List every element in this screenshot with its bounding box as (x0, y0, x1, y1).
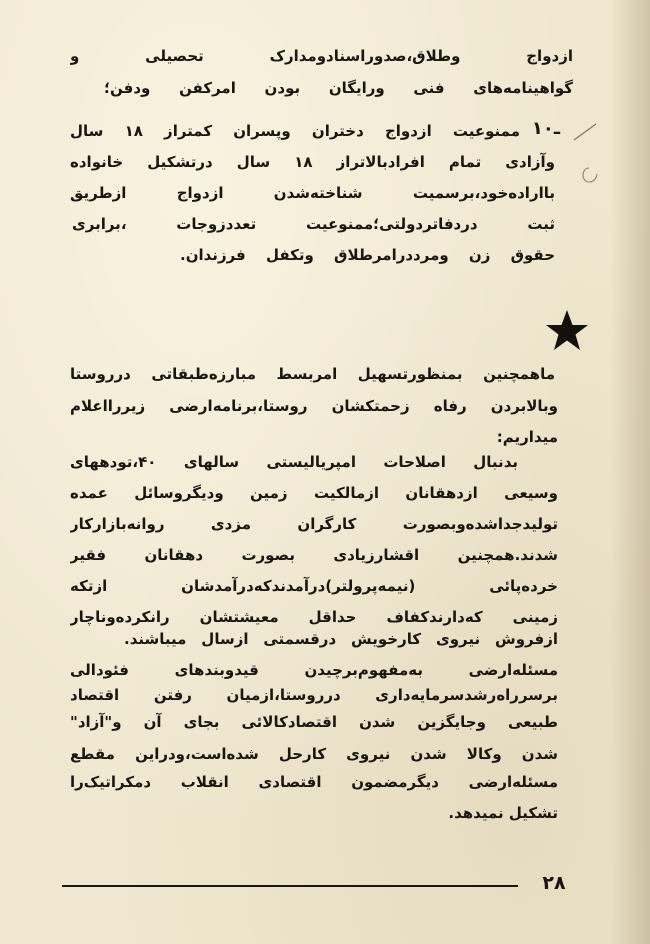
star-icon (544, 308, 590, 354)
page-number: ۲۸ (542, 872, 566, 894)
text-line-15: خرده‌پائی (نیمه‌پرولتر)درآمدندکه‌درآمدشان ازتکه (70, 577, 558, 595)
text-line-5: بااراده‌خود،برسمیت شناخته‌شدن ازدواج ازطریق (70, 184, 555, 202)
text-line-21: شدن وکالا شدن نیروی کارحل شده‌است،ودراین مقطع (70, 745, 558, 763)
text-line-22: مسئله‌ارضی دیگرمضمون اقتصادی انقلاب دمکراتیک‌را (70, 773, 558, 791)
text-line-10: میداریم: (496, 428, 558, 446)
text-line-17: ازفروش نیروی کارخویش درقسمتی ازسال میباشند. (124, 630, 558, 648)
footer-rule (62, 885, 518, 887)
text-line-12: وسیعی ازدهقانان ازمالکیت زمین ودیگروسائل عمده (70, 484, 558, 502)
pencil-circle-icon (575, 160, 605, 220)
text-line-18: مسئله‌ارضی به‌مفهوم‌برچیدن قیدوبندهای فئودالی (70, 661, 558, 679)
text-line-4: وآزادی تمام افرادبالاتراز ۱۸ سال درتشکیل خانواده (70, 153, 555, 171)
text-line-20: طبیعی وجایگزین شدن اقتصادکالائی بجای آن و"آزاد" (70, 713, 558, 731)
text-line-3: ممنوعیت ازدواج دختران وپسران کمتراز ۱۸ سال (70, 122, 520, 140)
list-item-number: ۱۰ـ (531, 118, 560, 139)
text-line-2: گواهینامه‌های فنی ورایگان بودن امرکفن ودفن؛ (104, 79, 573, 97)
text-line-16: زمینی که‌دارندکفاف حداقل معیشتشان رانکرده‌وناچار (70, 608, 558, 626)
text-line-13: تولیدجداشده‌وبصورت کارگران مزدی روانه‌بازارکار (70, 515, 558, 533)
text-line-1: ازدواج وطلاق،صدوراسنادومدارک تحصیلی و (70, 47, 573, 65)
text-line-7: حقوق زن ومرددرامرطلاق وتکفل فرزندان. (180, 246, 555, 264)
text-line-8: ماهمچنین بمنظورتسهیل امربسط مبارزه‌طبقاتی درروستا (70, 365, 555, 383)
text-line-14: شدند.همچنین اقشارزیادی بصورت دهقانان فقیر (70, 546, 558, 564)
text-line-23: تشکیل نمیدهد. (448, 804, 558, 822)
text-line-9: وبالابردن رفاه زحمتکشان روستا،برنامه‌ارضی زیررااعلام (70, 397, 558, 415)
text-line-11: بدنبال اصلاحات امپریالیستی سالهای ۴۰،تودههای (70, 453, 518, 471)
text-line-19: برسرراه‌رشدسرمایه‌داری درروستا،ازمیان رفتن اقتصاد (70, 686, 558, 704)
text-line-6: ثبت دردفاتردولتی؛ممنوعیت تعددزوجات ،برابری (72, 215, 555, 233)
